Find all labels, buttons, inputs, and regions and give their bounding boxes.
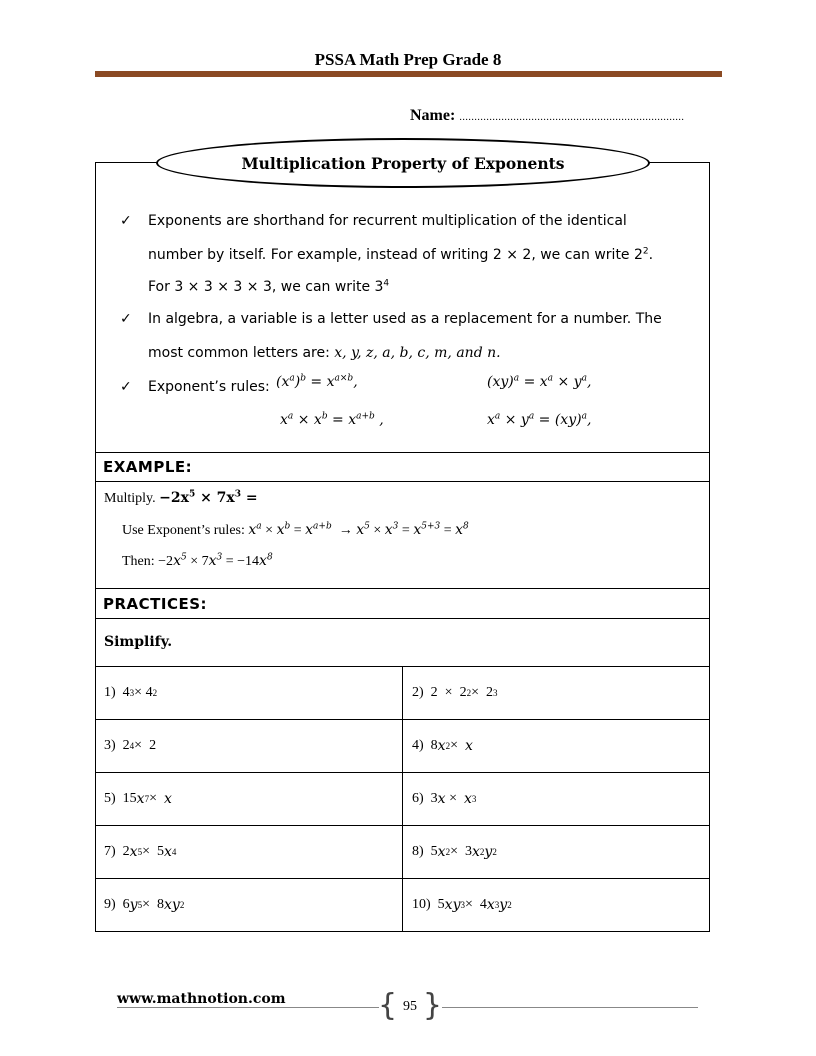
note-line: For 3 × 3 × 3 × 3, we can write $3^4$ [148,278,390,295]
page-number-box [378,988,442,1023]
rule-power-of-power: $(x^a)^b = x^{a\times b}$, [276,373,358,390]
problems-row [95,772,710,825]
problem-1[interactable]: 1) 4 3 × 4 2 [95,667,403,719]
note-line: In algebra, a variable is a letter used as a replacement for a number. The [148,311,662,327]
divider [95,618,710,619]
practices-heading: PRACTICES: [103,595,208,613]
name-label: Name: [410,107,456,124]
problems-grid [95,666,710,931]
problem-3[interactable]: 3) 2 4 × 2 [95,720,403,772]
rules-label: Exponent’s rules: [148,379,270,395]
problems-row [95,666,710,719]
practices-instruction: Simplify. [104,634,173,650]
name-field[interactable] [410,107,684,125]
note-line: Exponents are shorthand for recurrent multiplication of the identical [148,213,627,229]
note-line: most common letters are: x, y, z, a, b, c, m, and n. [148,345,501,361]
rule-product-same-exponent: $x^a \times y^a = (xy)^a$, [487,411,592,428]
footer-website[interactable]: www.mathnotion.com [117,991,286,1007]
checkmark-icon: ✓ [120,311,132,327]
divider [95,452,710,453]
page-number: 95 [403,999,417,1014]
problems-row [95,878,710,931]
right-brace-icon: } [422,988,442,1023]
problems-row [95,825,710,878]
problem-4[interactable]: 4) 8 x 2 × x [412,738,473,754]
problem-8[interactable]: 8) 5 x 2 × 3 x 2 y 2 [412,844,497,860]
rule-power-of-product: $(xy)^a = x^a \times y^a$, [487,373,592,390]
example-result: Then: $-2x^5 \times 7x^3 = -14x^8$ [122,552,273,569]
note-line: number by itself. For example, instead of writing 2 × 2, we can write $2^2$. [148,246,654,263]
example-prompt: Multiply. $-2x^5 \times 7x^3$ = [104,489,258,506]
divider [95,588,710,589]
divider [95,481,710,482]
note-item [120,204,700,302]
notes-list [120,204,700,404]
topic-title-oval [156,138,650,188]
note-item [120,302,700,370]
problem-2[interactable]: 2) 2 × 2 2 × 2 3 [412,685,498,700]
page-header-title: PSSA Math Prep Grade 8 [314,50,502,69]
topic-title: Multiplication Property of Exponents [241,153,565,173]
problem-6[interactable]: 6) 3 x × x 3 [412,791,477,807]
footer-rule-left [117,1007,379,1008]
example-heading: EXAMPLE: [103,458,193,476]
checkmark-icon: ✓ [120,213,132,229]
note-item [120,370,700,404]
problem-7[interactable]: 7) 2 x 5 × 5 x 4 [95,826,403,878]
example-step: Use Exponent’s rules: $x^a \times x^b = x^{a+b} \to x^5 \times x^3 = x^{5+3} = x^8$ [122,521,469,538]
checkmark-icon: ✓ [120,379,132,395]
name-dots: ........................................................................... [459,112,685,123]
left-brace-icon: { [378,988,398,1023]
rule-product: $x^a \times x^b = x^{a+b}$ , [280,411,384,428]
problem-10[interactable]: 10) 5 xy 3 × 4 x 3 y 2 [412,897,512,913]
header-rule [95,71,722,77]
problem-5[interactable]: 5) 15 x 7 × x [95,773,403,825]
problem-9[interactable]: 9) 6 y 5 × 8 xy 2 [95,879,403,931]
problems-row [95,719,710,772]
footer-rule-right [442,1007,698,1008]
